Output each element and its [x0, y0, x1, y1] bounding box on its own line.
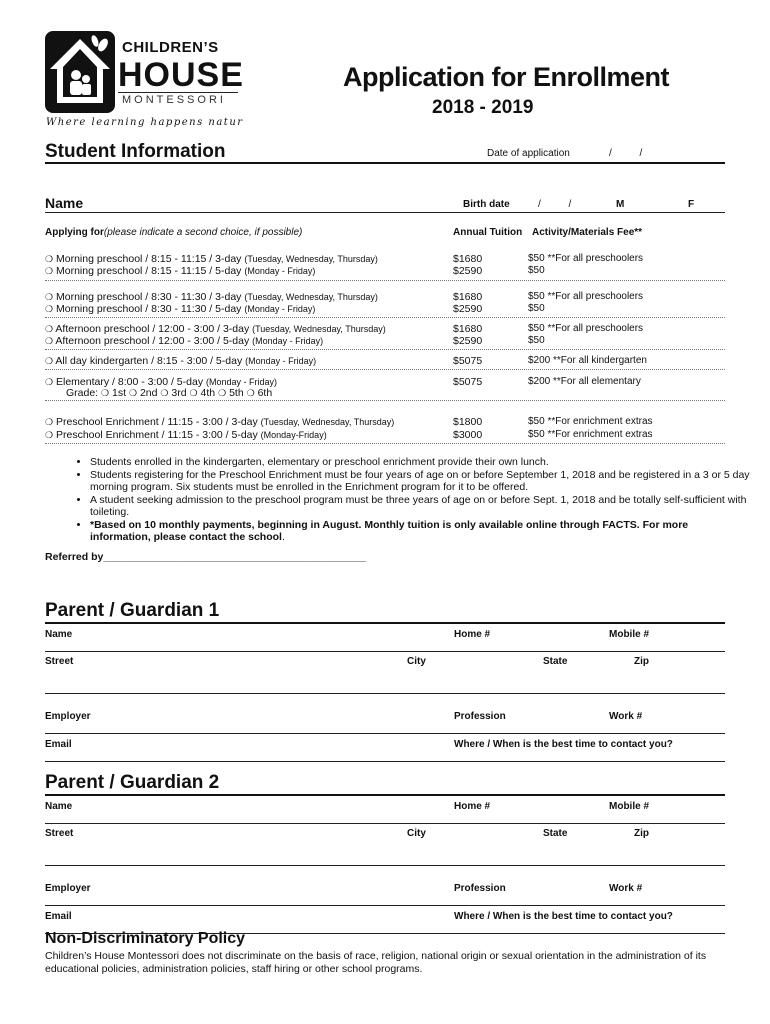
fee-header: Activity/Materials Fee**	[532, 227, 643, 238]
radio-circle-icon[interactable]: ❍	[218, 388, 227, 398]
logo-line-3: MONTESSORI	[122, 94, 226, 106]
field-rule	[45, 761, 725, 762]
program-option[interactable]	[45, 355, 316, 367]
program-days: (Monday-Friday)	[260, 430, 327, 440]
radio-circle-icon[interactable]: ❍	[45, 292, 54, 302]
radio-circle-icon[interactable]: ❍	[45, 356, 54, 366]
program-label: Preschool Enrichment / 11:15 - 3:00 / 5-day	[56, 429, 261, 441]
grade-label: Grade:	[66, 387, 99, 399]
grade-option[interactable]: 3rd	[171, 387, 187, 399]
program-option[interactable]	[45, 323, 386, 335]
program-days: (Monday - Friday)	[245, 356, 317, 366]
program-fee: $50	[528, 303, 545, 314]
program-tuition: $5075	[453, 376, 483, 388]
logo-tagline: Where learning happens natur	[46, 117, 244, 128]
guardian-mobile-field[interactable]: Mobile #	[609, 629, 650, 640]
grade-option[interactable]: 2nd	[139, 387, 158, 399]
note-item: • Students registering for the Preschool Enrichment must be four years of age on or before September 1, 2018 and be registered in a 3 or 5 day morning program. Six students must be enrolled in the Enrichment program for it to be offered.	[90, 469, 750, 494]
section-rule	[45, 794, 725, 796]
applying-for-row	[45, 227, 302, 238]
date-of-application-label: Date of application	[487, 148, 570, 159]
guardian-city-field[interactable]: City	[407, 656, 426, 667]
page-title: Application for Enrollment	[343, 62, 670, 92]
logo-divider	[118, 92, 238, 93]
program-option[interactable]	[45, 265, 315, 277]
program-fee: $50 **For all preschoolers	[528, 253, 644, 264]
guardian-zip-field[interactable]: Zip	[634, 828, 649, 839]
program-days: (Monday - Friday)	[206, 377, 278, 387]
note-period: .	[281, 531, 285, 543]
program-option[interactable]	[45, 335, 323, 347]
gender-f-option[interactable]: F	[688, 199, 695, 210]
program-option[interactable]	[45, 416, 394, 428]
program-days: (Tuesday, Wednesday, Thursday)	[244, 254, 378, 264]
radio-circle-icon[interactable]: ❍	[45, 324, 54, 334]
birth-date-label: Birth date	[463, 199, 510, 210]
applying-for-label: Applying for	[45, 227, 104, 238]
program-tuition: $1800	[453, 416, 483, 428]
program-fee: $200 **For all kindergarten	[528, 355, 647, 366]
radio-circle-icon[interactable]: ❍	[45, 430, 54, 440]
row-separator	[45, 369, 725, 370]
tuition-header: Annual Tuition	[453, 227, 523, 238]
radio-circle-icon[interactable]: ❍	[189, 388, 198, 398]
radio-circle-icon[interactable]: ❍	[101, 388, 110, 398]
program-option[interactable]	[45, 291, 378, 303]
guardian-employer-field[interactable]: Employer	[45, 711, 91, 722]
radio-circle-icon[interactable]: ❍	[45, 304, 54, 314]
program-label: Elementary / 8:00 - 3:00 / 5-day	[56, 376, 206, 388]
program-option[interactable]	[45, 253, 378, 265]
program-label: Morning preschool / 8:30 - 11:30 / 5-day	[56, 303, 245, 315]
program-fee: $50	[528, 335, 545, 346]
guardian-contact-time-field[interactable]: Where / When is the best time to contact you?	[454, 911, 673, 922]
row-separator	[45, 349, 725, 350]
guardian-profession-field[interactable]: Profession	[454, 883, 506, 894]
field-rule	[45, 905, 725, 906]
program-label: Morning preschool / 8:15 - 11:15 / 5-day	[56, 265, 245, 277]
program-fee: $50	[528, 265, 545, 276]
grade-row	[66, 387, 272, 399]
policy-heading: Non-Discriminatory Policy	[45, 930, 246, 947]
row-separator	[45, 400, 725, 401]
field-rule	[45, 733, 725, 734]
guardian-state-field[interactable]: State	[543, 656, 568, 667]
radio-circle-icon[interactable]: ❍	[160, 388, 169, 398]
program-label: Preschool Enrichment / 11:15 - 3:00 / 3-day	[56, 416, 261, 428]
guardian-name-field[interactable]: Name	[45, 629, 73, 640]
program-option[interactable]	[45, 303, 315, 315]
row-separator	[45, 280, 725, 281]
guardian-city-field[interactable]: City	[407, 828, 426, 839]
program-label: All day kindergarten / 8:15 - 3:00 / 5-day	[55, 355, 246, 367]
field-rule	[45, 865, 725, 866]
logo-line-1: CHILDREN’S	[122, 39, 219, 56]
program-days: (Tuesday, Wednesday, Thursday)	[252, 324, 386, 334]
program-tuition: $2590	[453, 265, 483, 277]
note-item: • A student seeking admission to the preschool program must be three years of age on or before Sept. 1, 2018 and be totally self-sufficient with toileting.	[90, 494, 750, 519]
school-logo	[45, 31, 115, 113]
program-label: Morning preschool / 8:15 - 11:15 / 3-day	[56, 253, 245, 265]
guardian-street-field[interactable]: Street	[45, 656, 74, 667]
guardian-state-field[interactable]: State	[543, 828, 568, 839]
program-label: Afternoon preschool / 12:00 - 3:00 / 3-day	[55, 323, 253, 335]
program-days: (Tuesday, Wednesday, Thursday)	[260, 417, 395, 427]
birth-date-field[interactable]: / /	[538, 199, 572, 210]
program-label: Morning preschool / 8:30 - 11:30 / 3-day	[56, 291, 245, 303]
program-tuition: $1680	[453, 253, 483, 265]
grade-option[interactable]: 4th	[200, 387, 216, 399]
program-tuition: $2590	[453, 303, 483, 315]
program-option[interactable]	[45, 429, 327, 441]
guardian-home-phone-field[interactable]: Home #	[454, 801, 491, 812]
house-icon	[45, 31, 115, 113]
policy-text: Children’s House Montessori does not discriminate on the basis of race, religion, national origin or sexual orientation in the administration of its educational policies, administration policies, staff hiring or other school programs.	[45, 950, 707, 975]
section-rule	[45, 622, 725, 624]
radio-circle-icon[interactable]: ❍	[45, 417, 54, 427]
section-rule	[45, 162, 725, 164]
field-rule	[45, 651, 725, 652]
program-days: (Tuesday, Wednesday, Thursday)	[244, 292, 378, 302]
program-label: Afternoon preschool / 12:00 - 3:00 / 5-day	[55, 335, 253, 347]
field-rule	[45, 693, 725, 694]
applying-for-hint: (please indicate a second choice, if possible)	[103, 227, 303, 238]
notes-list	[60, 456, 750, 544]
guardian-profession-field[interactable]: Profession	[454, 711, 506, 722]
row-separator	[45, 317, 725, 318]
note-item	[90, 519, 750, 544]
guardian-contact-time-field[interactable]: Where / When is the best time to contact you?	[454, 739, 673, 750]
grade-option[interactable]: 6th	[257, 387, 273, 399]
guardian-home-phone-field[interactable]: Home #	[454, 629, 491, 640]
radio-circle-icon[interactable]: ❍	[45, 377, 54, 387]
guardian-work-phone-field[interactable]: Work #	[609, 883, 643, 894]
program-fee: $50 **For enrichment extras	[528, 429, 653, 440]
student-name-label: Name	[45, 195, 84, 211]
program-days: (Monday - Friday)	[244, 304, 316, 314]
guardian-street-field[interactable]: Street	[45, 828, 74, 839]
gender-m-option[interactable]: M	[616, 199, 625, 210]
grade-option[interactable]: 5th	[229, 387, 244, 399]
program-tuition: $5075	[453, 355, 483, 367]
guardian-name-field[interactable]: Name	[45, 801, 73, 812]
guardian-heading: Parent / Guardian 1	[45, 600, 220, 621]
program-fee: $50 **For all preschoolers	[528, 291, 644, 302]
program-days: (Monday - Friday)	[244, 266, 316, 276]
program-fee: $200 **For all elementary	[528, 376, 641, 387]
program-days: (Monday - Friday)	[252, 336, 324, 346]
student-info-heading: Student Information	[45, 141, 226, 162]
row-separator	[45, 443, 725, 444]
program-tuition: $1680	[453, 291, 483, 303]
guardian-heading: Parent / Guardian 2	[45, 772, 220, 793]
program-fee: $50 **For enrichment extras	[528, 416, 653, 427]
field-rule	[45, 823, 725, 824]
note-text: *Based on 10 monthly payments, beginning in August. Monthly tuition is only available online through FACTS. For more information, please contact the school	[90, 518, 689, 543]
guardian-email-field[interactable]: Email	[45, 911, 72, 922]
program-tuition: $3000	[453, 429, 483, 441]
program-fee: $50 **For all preschoolers	[528, 323, 644, 334]
guardian-work-phone-field[interactable]: Work #	[609, 711, 643, 722]
logo-line-2: HOUSE	[118, 56, 244, 94]
name-rule	[45, 212, 725, 213]
guardian-employer-field[interactable]: Employer	[45, 883, 91, 894]
guardian-email-field[interactable]: Email	[45, 739, 72, 750]
guardian-zip-field[interactable]: Zip	[634, 656, 649, 667]
referred-by-field[interactable]: Referred by_____________________________________________	[45, 551, 367, 563]
radio-circle-icon[interactable]: ❍	[45, 254, 54, 264]
radio-circle-icon[interactable]: ❍	[45, 266, 54, 276]
radio-circle-icon[interactable]: ❍	[128, 388, 138, 398]
radio-circle-icon[interactable]: ❍	[45, 336, 54, 346]
program-tuition: $1680	[453, 323, 483, 335]
radio-circle-icon[interactable]: ❍	[246, 388, 255, 398]
grade-option[interactable]: 1st	[112, 387, 127, 399]
note-item: • Students enrolled in the kindergarten, elementary or preschool enrichment provide their own lunch.	[90, 456, 750, 469]
school-year: 2018 - 2019	[432, 97, 534, 118]
program-tuition: $2590	[453, 335, 483, 347]
guardian-mobile-field[interactable]: Mobile #	[609, 801, 650, 812]
date-of-application-field[interactable]: / /	[609, 148, 643, 159]
